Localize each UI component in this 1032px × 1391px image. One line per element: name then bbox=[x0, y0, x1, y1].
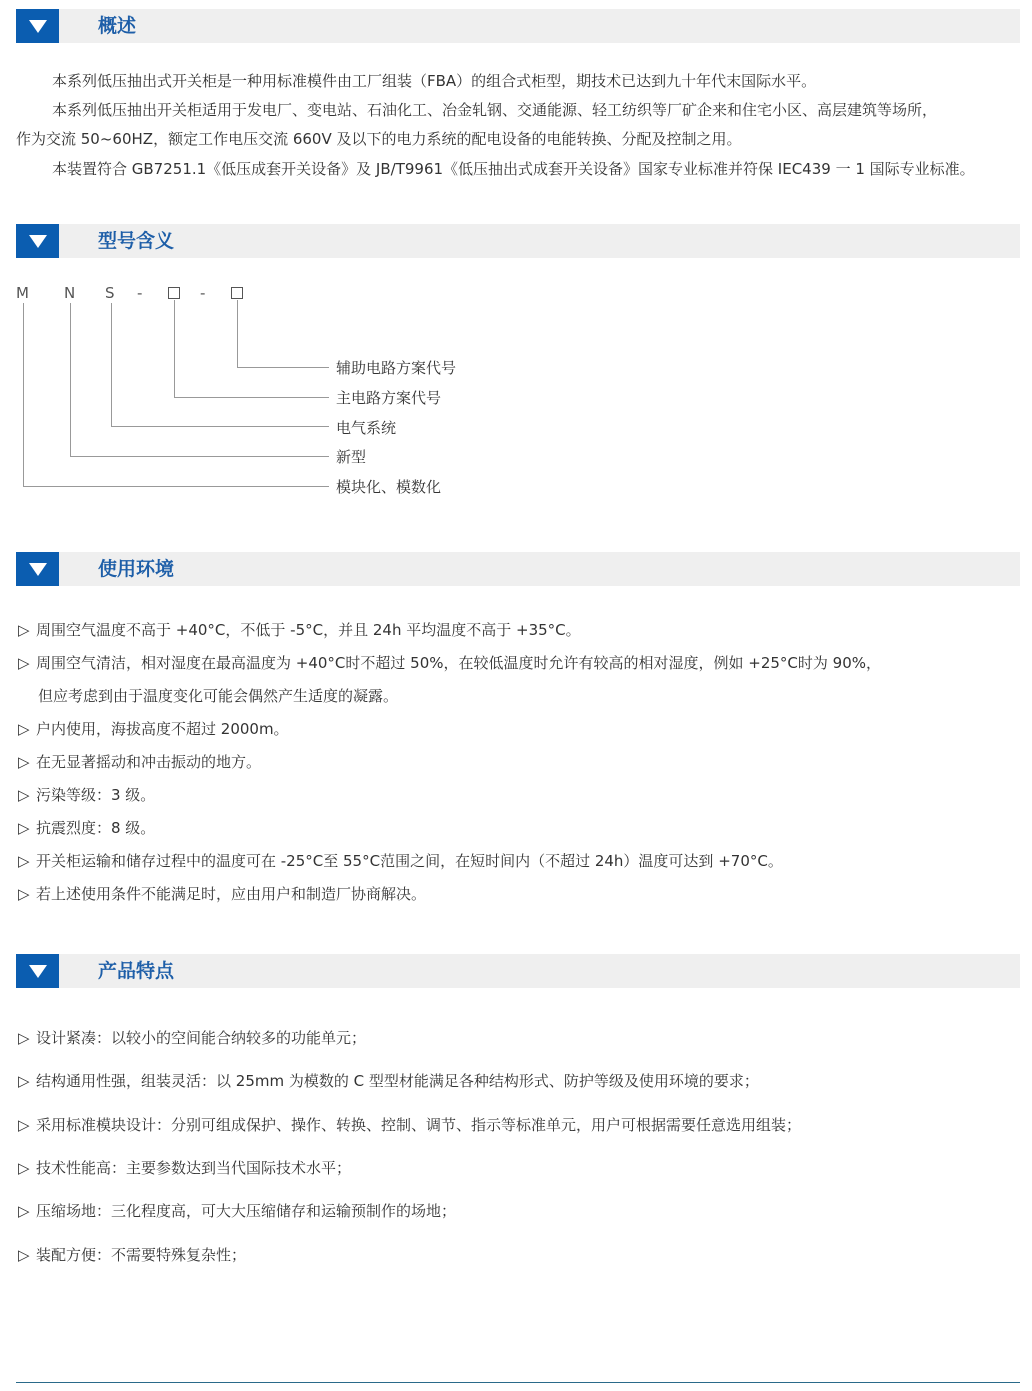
list-item-text: 采用标准模块设计：分别可组成保护、操作、转换、控制、调节、指示等标准单元，用户可根据需要任意选用组装； bbox=[36, 1116, 802, 1134]
triangle-right-icon: ▷ bbox=[18, 885, 30, 903]
list-item bbox=[18, 1244, 246, 1266]
list-item bbox=[18, 751, 261, 773]
list-item-text: 若上述使用条件不能满足时，应由用户和制造厂协商解决。 bbox=[36, 885, 427, 903]
triangle-right-icon: ▷ bbox=[18, 1159, 30, 1177]
model-label-new-type: 新型 bbox=[336, 448, 367, 466]
list-item bbox=[18, 1027, 366, 1049]
triangle-right-icon: ▷ bbox=[18, 1202, 30, 1220]
section-header-environment bbox=[16, 552, 1020, 586]
list-item-text: 压缩场地：三化程度高，可大大压缩储存和运输预制作的场地； bbox=[36, 1202, 457, 1220]
model-letter-n: N bbox=[64, 284, 76, 302]
list-item bbox=[18, 718, 289, 740]
triangle-down-icon bbox=[16, 552, 59, 586]
triangle-right-icon: ▷ bbox=[18, 1116, 30, 1134]
connector-line bbox=[70, 303, 71, 456]
model-label-main-circuit: 主电路方案代号 bbox=[336, 389, 442, 407]
connector-line bbox=[237, 300, 238, 367]
triangle-down-icon bbox=[16, 9, 59, 43]
section-header-overview bbox=[16, 9, 1020, 43]
triangle-right-icon: ▷ bbox=[18, 852, 30, 870]
main-circuit-code-box bbox=[168, 287, 180, 299]
list-item bbox=[18, 1070, 759, 1092]
list-item bbox=[18, 883, 426, 905]
list-item-continuation: 但应考虑到由于温度变化可能会偶然产生适度的凝露。 bbox=[38, 687, 399, 705]
model-letter-s: S bbox=[105, 284, 115, 302]
list-item bbox=[18, 1114, 801, 1136]
list-item-text: 抗震烈度：8 级。 bbox=[36, 819, 156, 837]
section-header-model bbox=[16, 224, 1020, 258]
triangle-right-icon: ▷ bbox=[18, 1246, 30, 1264]
model-label-aux-circuit: 辅助电路方案代号 bbox=[336, 359, 457, 377]
triangle-right-icon: ▷ bbox=[18, 621, 30, 639]
model-letter-m: M bbox=[16, 284, 29, 302]
model-dash: - bbox=[137, 284, 143, 302]
triangle-down-icon bbox=[16, 224, 59, 258]
triangle-right-icon: ▷ bbox=[18, 786, 30, 804]
connector-line bbox=[237, 367, 329, 368]
list-item-text: 污染等级：3 级。 bbox=[36, 786, 156, 804]
list-item bbox=[18, 652, 881, 674]
section-title: 概述 bbox=[98, 15, 137, 37]
triangle-right-icon: ▷ bbox=[18, 1072, 30, 1090]
connector-line bbox=[23, 303, 24, 486]
bottom-divider bbox=[16, 1382, 1020, 1383]
list-item-text: 在无显著摇动和冲击振动的地方。 bbox=[36, 753, 262, 771]
triangle-right-icon: ▷ bbox=[18, 1029, 30, 1047]
section-header-features bbox=[16, 954, 1020, 988]
list-item bbox=[18, 817, 155, 839]
overview-paragraph: 作为交流 50~60HZ，额定工作电压交流 660V 及以下的电力系统的配电设备的电能转换、分配及控制之用。 bbox=[16, 130, 742, 148]
list-item-text: 开关柜运输和储存过程中的温度可在 -25°C至 55°C范围之间，在短时间内（不超过 24h）温度可达到 +70°C。 bbox=[36, 852, 783, 870]
triangle-right-icon: ▷ bbox=[18, 654, 30, 672]
model-label-modular: 模块化、模数化 bbox=[336, 478, 442, 496]
list-item-text: 周围空气清洁，相对湿度在最高温度为 +40°C时不超过 50%，在较低温度时允许有较高的相对湿度，例如 +25°C时为 90%， bbox=[36, 654, 882, 672]
list-item-text: 周围空气温度不高于 +40°C，不低于 -5°C，并且 24h 平均温度不高于 +35°C。 bbox=[36, 621, 581, 639]
connector-line bbox=[174, 397, 329, 398]
model-label-electrical-system: 电气系统 bbox=[336, 419, 397, 437]
list-item-text: 结构通用性强，组装灵活：以 25mm 为模数的 C 型型材能满足各种结构形式、防护等级及使用环境的要求； bbox=[36, 1072, 759, 1090]
list-item bbox=[18, 1157, 351, 1179]
connector-line bbox=[23, 486, 329, 487]
list-item-text: 户内使用，海拔高度不超过 2000m。 bbox=[36, 720, 289, 738]
triangle-right-icon: ▷ bbox=[18, 720, 30, 738]
connector-line bbox=[174, 300, 175, 397]
aux-circuit-code-box bbox=[231, 287, 243, 299]
triangle-down-icon bbox=[16, 954, 59, 988]
model-dash: - bbox=[200, 284, 206, 302]
list-item-text: 技术性能高：主要参数达到当代国际技术水平； bbox=[36, 1159, 352, 1177]
overview-paragraph: 本系列低压抽出开关柜适用于发电厂、变电站、石油化工、冶金轧钢、交通能源、轻工纺织等厂矿企来和住宅小区、高层建筑等场所， bbox=[52, 101, 938, 119]
connector-line bbox=[70, 456, 329, 457]
section-title: 使用环境 bbox=[98, 558, 175, 580]
connector-line bbox=[111, 426, 329, 427]
overview-paragraph: 本装置符合 GB7251.1《低压成套开关设备》及 JB/T9961《低压抽出式成套开关设备》国家专业标准并符保 IEC439 一 1 国际专业标准。 bbox=[52, 160, 975, 178]
section-title: 型号含义 bbox=[98, 230, 175, 252]
triangle-right-icon: ▷ bbox=[18, 753, 30, 771]
list-item-text: 设计紧凑：以较小的空间能合纳较多的功能单元； bbox=[36, 1029, 367, 1047]
section-title: 产品特点 bbox=[98, 960, 175, 982]
list-item bbox=[18, 850, 783, 872]
list-item bbox=[18, 784, 155, 806]
triangle-right-icon: ▷ bbox=[18, 819, 30, 837]
list-item-text: 装配方便：不需要特殊复杂性； bbox=[36, 1246, 247, 1264]
list-item bbox=[18, 619, 581, 641]
list-item bbox=[18, 1200, 456, 1222]
connector-line bbox=[111, 303, 112, 426]
overview-paragraph: 本系列低压抽出式开关柜是一种用标准模件由工厂组装（FBA）的组合式柜型，期技术已达到九十年代末国际水平。 bbox=[52, 72, 817, 90]
